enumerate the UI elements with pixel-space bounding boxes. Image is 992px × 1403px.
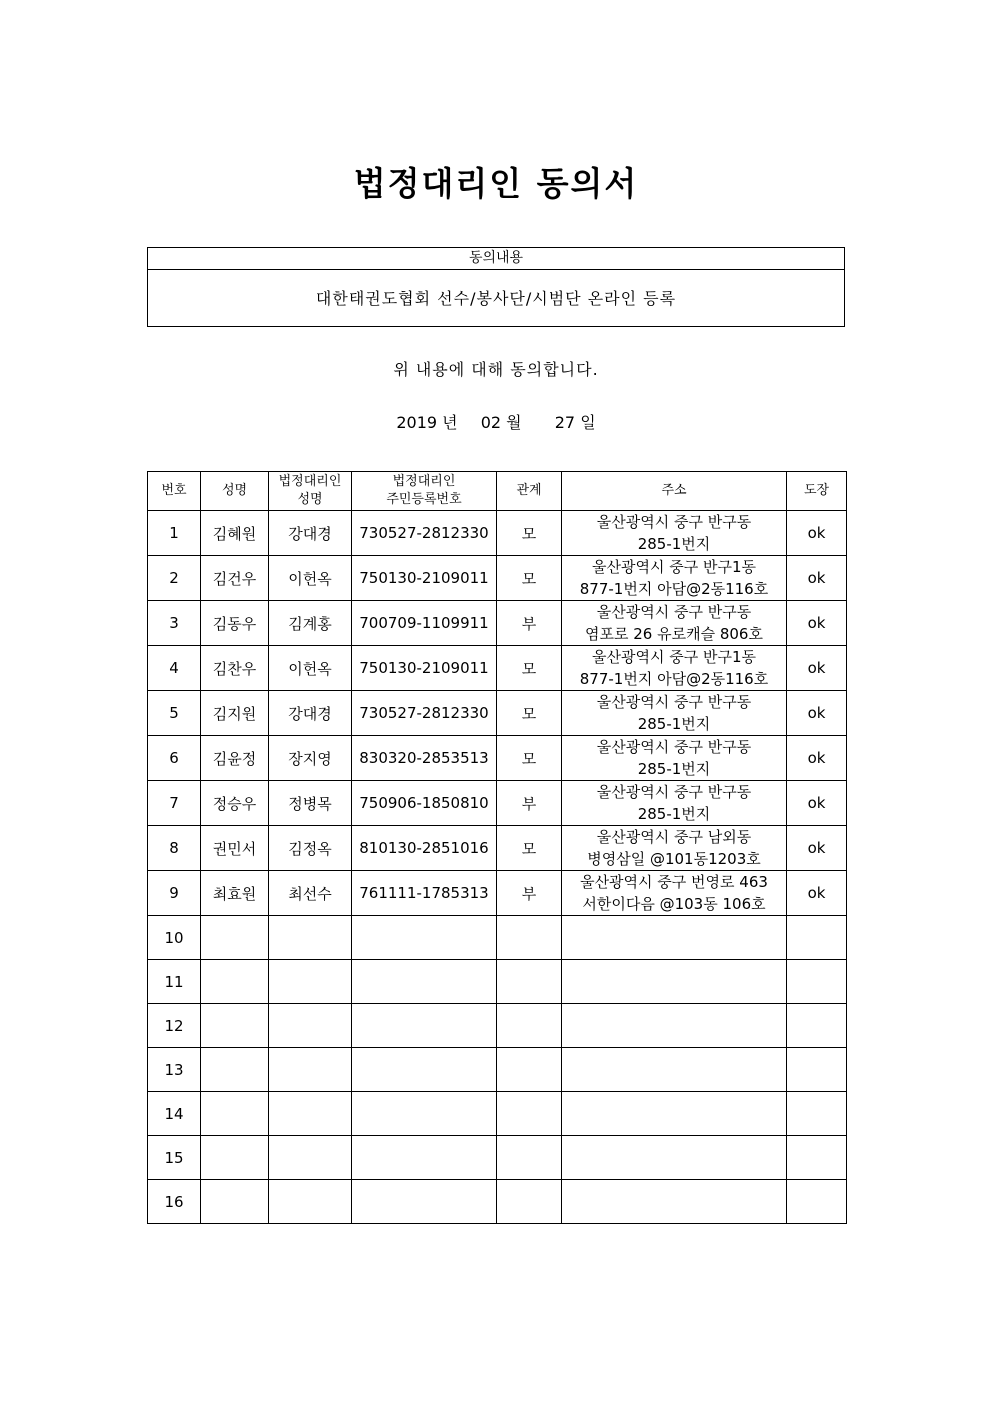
- document-title: 법정대리인 동의서: [353, 164, 639, 203]
- table-row: [148, 916, 847, 960]
- cell-guardian-name: [269, 960, 352, 1004]
- cell-address: [562, 646, 787, 691]
- cell-no: 8: [148, 826, 201, 871]
- agree-statement: 위 내용에 대해 동의합니다.: [393, 360, 599, 379]
- consent-header: 동의내용: [148, 248, 844, 270]
- cell-relation: 모: [497, 646, 562, 691]
- cell-name: 최효원: [201, 871, 269, 916]
- cell-name: [201, 960, 269, 1004]
- table-row: [148, 1048, 847, 1092]
- col-header-guardian-name-line1: 법정대리인: [278, 474, 342, 489]
- cell-name: [201, 1180, 269, 1224]
- col-header-guardian-name: [269, 472, 352, 511]
- cell-address: [562, 1136, 787, 1180]
- cell-address: [562, 871, 787, 916]
- cell-relation: [497, 1092, 562, 1136]
- cell-guardian-name: [269, 1048, 352, 1092]
- cell-seal: [787, 916, 847, 960]
- col-header-guardian-id-line1: 법정대리인: [392, 474, 456, 489]
- cell-relation: [497, 1004, 562, 1048]
- cell-guardian-id: 730527-2812330: [352, 691, 497, 736]
- cell-relation: [497, 916, 562, 960]
- address-line-2: 877-1번지 아담@2동116호: [579, 580, 769, 598]
- address-line-2: 염포로 26 유로캐슬 806호: [585, 625, 763, 643]
- cell-guardian-id: [352, 1048, 497, 1092]
- table-row: [148, 1180, 847, 1224]
- address-line-2: 285-1번지: [637, 715, 711, 733]
- cell-seal: ok: [787, 781, 847, 826]
- cell-guardian-name: 이헌옥: [269, 646, 352, 691]
- cell-guardian-name: [269, 1092, 352, 1136]
- table-row: [148, 556, 847, 601]
- cell-relation: [497, 1180, 562, 1224]
- cell-relation: 부: [497, 871, 562, 916]
- cell-guardian-name: 최선수: [269, 871, 352, 916]
- cell-seal: [787, 1048, 847, 1092]
- cell-seal: ok: [787, 511, 847, 556]
- address-line-2: 285-1번지: [637, 760, 711, 778]
- cell-name: 김혜원: [201, 511, 269, 556]
- cell-guardian-name: [269, 1004, 352, 1048]
- cell-guardian-name: [269, 1180, 352, 1224]
- col-header-relation: 관계: [497, 472, 562, 511]
- cell-address: [562, 511, 787, 556]
- address-line-2: 285-1번지: [637, 535, 711, 553]
- address-line-2: 877-1번지 아담@2동116호: [579, 670, 769, 688]
- address-line-1: 울산광역시 중구 반구동: [596, 738, 752, 756]
- col-header-seal: 도장: [787, 472, 847, 511]
- table-header-row: [148, 472, 847, 511]
- cell-seal: ok: [787, 646, 847, 691]
- cell-seal: ok: [787, 601, 847, 646]
- address-line-1: 울산광역시 중구 번영로 463: [580, 873, 768, 891]
- cell-no: 6: [148, 736, 201, 781]
- date-month-unit: 월: [506, 413, 522, 432]
- cell-guardian-name: 정병목: [269, 781, 352, 826]
- table-row: [148, 1092, 847, 1136]
- cell-relation: 모: [497, 826, 562, 871]
- cell-no: 9: [148, 871, 201, 916]
- cell-seal: ok: [787, 691, 847, 736]
- cell-no: 5: [148, 691, 201, 736]
- cell-relation: 모: [497, 511, 562, 556]
- cell-no: 15: [148, 1136, 201, 1180]
- cell-guardian-id: [352, 1092, 497, 1136]
- address-line-2: 285-1번지: [637, 805, 711, 823]
- cell-relation: 모: [497, 556, 562, 601]
- date-year: 2019: [396, 413, 438, 432]
- cell-guardian-name: [269, 1136, 352, 1180]
- cell-guardian-id: [352, 1180, 497, 1224]
- table-row: [148, 691, 847, 736]
- cell-guardian-id: [352, 960, 497, 1004]
- cell-name: 김지원: [201, 691, 269, 736]
- cell-guardian-id: 830320-2853513: [352, 736, 497, 781]
- cell-address: [562, 960, 787, 1004]
- date-month: 02: [480, 413, 502, 432]
- cell-no: 1: [148, 511, 201, 556]
- cell-seal: [787, 1136, 847, 1180]
- cell-guardian-name: 장지영: [269, 736, 352, 781]
- cell-guardian-name: [269, 916, 352, 960]
- cell-guardian-id: 761111-1785313: [352, 871, 497, 916]
- cell-address: [562, 1048, 787, 1092]
- address-line-1: 울산광역시 중구 반구동: [596, 513, 752, 531]
- table-row: [148, 781, 847, 826]
- cell-name: 권민서: [201, 826, 269, 871]
- cell-no: 14: [148, 1092, 201, 1136]
- cell-address: [562, 736, 787, 781]
- table-row: [148, 871, 847, 916]
- cell-guardian-id: [352, 916, 497, 960]
- cell-guardian-id: [352, 1004, 497, 1048]
- cell-name: [201, 1136, 269, 1180]
- address-line-2: 서한이다음 @103동 106호: [582, 895, 766, 913]
- cell-name: 정승우: [201, 781, 269, 826]
- cell-relation: 부: [497, 601, 562, 646]
- date-year-unit: 년: [442, 413, 458, 432]
- date-day: 27: [554, 413, 576, 432]
- cell-guardian-name: 강대경: [269, 511, 352, 556]
- table-row: [148, 736, 847, 781]
- table-row: [148, 511, 847, 556]
- cell-relation: [497, 1048, 562, 1092]
- cell-guardian-name: 이헌옥: [269, 556, 352, 601]
- cell-guardian-id: 730527-2812330: [352, 511, 497, 556]
- date-day-unit: 일: [580, 413, 596, 432]
- consent-content: 대한태권도협회 선수/봉사단/시범단 온라인 등록: [315, 289, 677, 308]
- col-header-guardian-name-line2: 성명: [297, 492, 323, 507]
- table-row: [148, 601, 847, 646]
- date-line: [0, 410, 992, 433]
- cell-guardian-name: 김정옥: [269, 826, 352, 871]
- address-line-1: 울산광역시 중구 반구동: [596, 603, 752, 621]
- cell-no: 13: [148, 1048, 201, 1092]
- address-line-1: 울산광역시 중구 반구동: [596, 693, 752, 711]
- address-line-1: 울산광역시 중구 반구1동: [592, 558, 756, 576]
- cell-address: [562, 826, 787, 871]
- col-header-guardian-id-line2: 주민등록번호: [386, 492, 462, 507]
- consent-box: [147, 247, 845, 327]
- address-line-1: 울산광역시 중구 남외동: [596, 828, 752, 846]
- cell-seal: ok: [787, 826, 847, 871]
- cell-guardian-id: 750906-1850810: [352, 781, 497, 826]
- cell-relation: 모: [497, 691, 562, 736]
- cell-address: [562, 556, 787, 601]
- table-row: [148, 1136, 847, 1180]
- cell-name: [201, 1048, 269, 1092]
- cell-no: 12: [148, 1004, 201, 1048]
- col-header-address: 주소: [562, 472, 787, 511]
- table-row: [148, 960, 847, 1004]
- cell-no: 11: [148, 960, 201, 1004]
- cell-name: [201, 1004, 269, 1048]
- cell-relation: [497, 960, 562, 1004]
- cell-relation: 모: [497, 736, 562, 781]
- cell-seal: [787, 1180, 847, 1224]
- cell-guardian-id: 750130-2109011: [352, 646, 497, 691]
- cell-name: 김건우: [201, 556, 269, 601]
- cell-seal: [787, 960, 847, 1004]
- cell-guardian-name: 강대경: [269, 691, 352, 736]
- cell-seal: ok: [787, 871, 847, 916]
- cell-no: 4: [148, 646, 201, 691]
- cell-guardian-name: 김계홍: [269, 601, 352, 646]
- cell-seal: [787, 1004, 847, 1048]
- address-line-2: 병영삼일 @101동1203호: [587, 850, 761, 868]
- cell-address: [562, 1092, 787, 1136]
- col-header-no: 번호: [148, 472, 201, 511]
- cell-guardian-id: 750130-2109011: [352, 556, 497, 601]
- col-header-guardian-id: [352, 472, 497, 511]
- cell-seal: ok: [787, 556, 847, 601]
- table-row: [148, 1004, 847, 1048]
- cell-name: [201, 1092, 269, 1136]
- cell-relation: [497, 1136, 562, 1180]
- cell-name: 김찬우: [201, 646, 269, 691]
- cell-no: 10: [148, 916, 201, 960]
- cell-name: 김윤정: [201, 736, 269, 781]
- cell-no: 2: [148, 556, 201, 601]
- cell-seal: [787, 1092, 847, 1136]
- cell-address: [562, 781, 787, 826]
- table-row: [148, 826, 847, 871]
- cell-address: [562, 1180, 787, 1224]
- cell-name: [201, 916, 269, 960]
- col-header-name: 성명: [201, 472, 269, 511]
- address-line-1: 울산광역시 중구 반구1동: [592, 648, 756, 666]
- guardian-roster-table: [147, 471, 847, 1224]
- cell-no: 16: [148, 1180, 201, 1224]
- cell-guardian-id: 700709-1109911: [352, 601, 497, 646]
- cell-address: [562, 1004, 787, 1048]
- cell-no: 7: [148, 781, 201, 826]
- cell-address: [562, 916, 787, 960]
- cell-guardian-id: 810130-2851016: [352, 826, 497, 871]
- cell-name: 김동우: [201, 601, 269, 646]
- cell-no: 3: [148, 601, 201, 646]
- table-body: [148, 511, 847, 1224]
- table-row: [148, 646, 847, 691]
- cell-address: [562, 601, 787, 646]
- address-line-1: 울산광역시 중구 반구동: [596, 783, 752, 801]
- cell-guardian-id: [352, 1136, 497, 1180]
- cell-address: [562, 691, 787, 736]
- cell-relation: 부: [497, 781, 562, 826]
- cell-seal: ok: [787, 736, 847, 781]
